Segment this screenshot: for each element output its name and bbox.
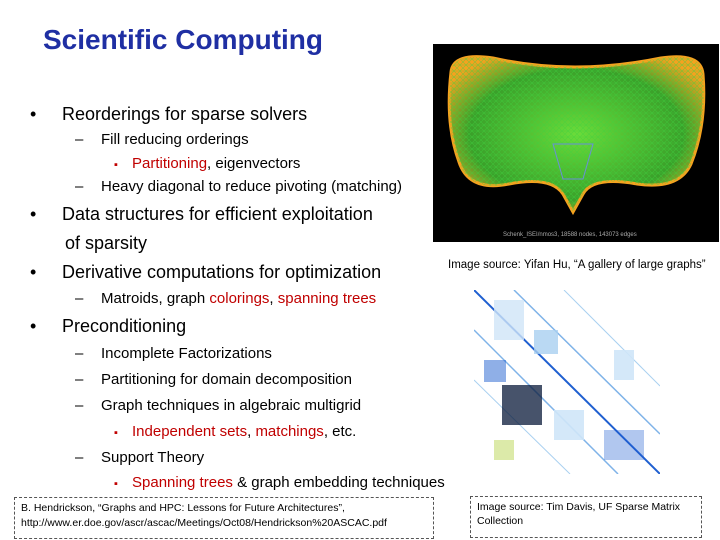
image-caption-yifan-hu: Image source: Yifan Hu, “A gallery of large graphs”: [443, 257, 719, 273]
sparse-matrix-image: [474, 290, 660, 474]
citation-line-2: http://www.er.doe.gov/ascr/ascac/Meetings/Oct08/Hendrickson%20ASCAC.pdf: [21, 517, 387, 529]
sub-sub-bullet-partitioning: [114, 155, 300, 172]
bullet-text: Preconditioning: [62, 316, 187, 336]
citation-box: [14, 497, 434, 539]
sub-sub-bullet-spanning-trees: [114, 474, 445, 491]
bullet-dot: •: [30, 104, 37, 124]
sub-bullet-text: Fill reducing orderings: [101, 131, 249, 148]
sub-bullet-support-theory: [75, 449, 204, 466]
highlight-text: Independent sets: [132, 423, 248, 440]
sub-bullet-text: Support Theory: [101, 449, 205, 466]
square-marker: ▪: [114, 478, 118, 490]
dash-marker: –: [75, 131, 84, 148]
graph-mesh-image: [433, 44, 719, 242]
dash-marker: –: [75, 345, 84, 362]
bullet-derivative: [30, 262, 381, 283]
sub-bullet-text: Incomplete Factorizations: [101, 345, 272, 362]
bullet-dot: •: [30, 316, 37, 336]
citation-line-1: B. Hendrickson, “Graphs and HPC: Lessons for Future Architectures”,: [21, 502, 345, 514]
text: , eigenvectors: [207, 155, 301, 172]
highlight-text: colorings: [209, 290, 270, 307]
text: & graph embedding techniques: [232, 474, 445, 491]
caption-line-2: Collection: [477, 515, 524, 527]
highlight-text: matchings: [255, 423, 324, 440]
text: ,: [269, 290, 278, 307]
slide-title: Scientific Computing: [43, 24, 323, 55]
highlight-text: Spanning trees: [132, 474, 233, 491]
highlight-text: Partitioning: [132, 155, 208, 172]
sub-bullet-incomplete: [75, 345, 272, 362]
sub-bullet-text: Graph techniques in algebraic multigrid: [101, 397, 362, 414]
text: Matroids, graph: [101, 290, 210, 307]
highlight-text: spanning trees: [277, 290, 377, 307]
sub-bullet-matroids: [75, 290, 376, 307]
sub-bullet-domain-decomp: [75, 371, 352, 388]
mesh-graphic: [433, 44, 719, 242]
bullet-text: Derivative computations for optimization: [62, 262, 382, 282]
square-marker: ▪: [114, 427, 118, 439]
sub-bullet-text: Partitioning for domain decomposition: [101, 371, 352, 388]
bullet-data-structures: [30, 204, 373, 225]
dash-marker: –: [75, 178, 84, 195]
sub-sub-bullet-independent-sets: [114, 423, 356, 440]
sub-bullet-heavy-diagonal: [75, 178, 402, 195]
bullet-dot: •: [30, 262, 37, 282]
sub-bullet-multigrid: [75, 397, 361, 414]
bullet-data-structures-cont: of sparsity: [65, 233, 148, 253]
dash-marker: –: [75, 397, 84, 414]
dash-marker: –: [75, 290, 84, 307]
bullet-text: Reorderings for sparse solvers: [62, 104, 308, 124]
matrix-graphic: [474, 290, 660, 474]
sub-bullet-text: Heavy diagonal to reduce pivoting (matching): [101, 178, 403, 195]
square-marker: ▪: [114, 159, 118, 171]
bullet-text: Data structures for efficient exploitation: [62, 204, 373, 224]
dash-marker: –: [75, 371, 84, 388]
mesh-watermark: Schenk_ISEI/nmos3, 18588 nodes, 143073 edges: [503, 232, 637, 238]
text: , etc.: [323, 423, 357, 440]
sub-bullet-fill-reducing: [75, 131, 249, 148]
caption-line-1: Image source: Tim Davis, UF Sparse Matrix: [477, 501, 681, 513]
dash-marker: –: [75, 449, 84, 466]
bullet-preconditioning: [30, 316, 186, 337]
text: ,: [247, 423, 256, 440]
image-caption-tim-davis: [470, 496, 702, 538]
bullet-reorderings: [30, 104, 307, 125]
bullet-dot: •: [30, 204, 37, 224]
